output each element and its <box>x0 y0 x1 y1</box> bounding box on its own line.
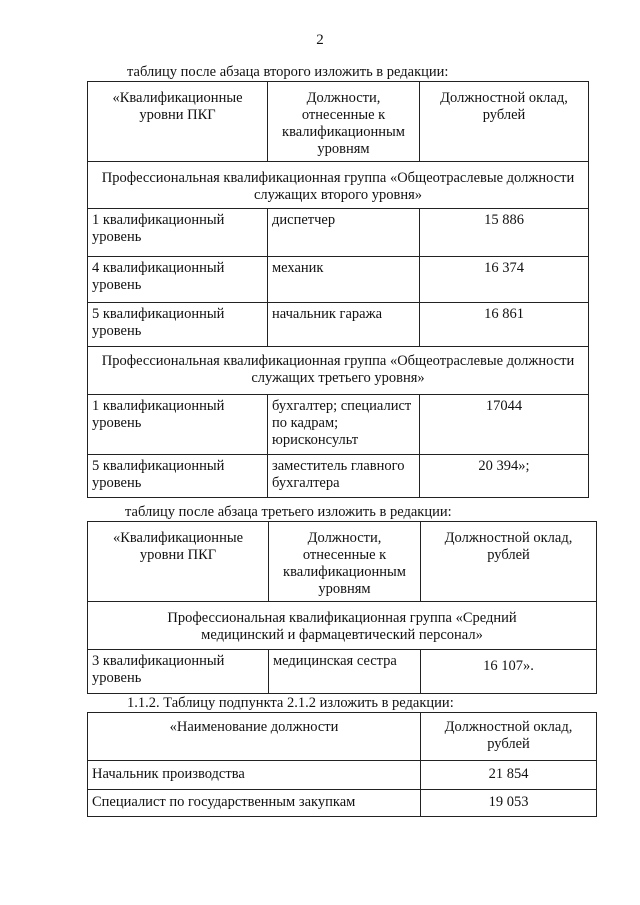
table-row <box>88 790 597 817</box>
position-cell: заместитель главного бухгалтера <box>268 455 420 498</box>
salary-table-3 <box>87 712 597 817</box>
salary-cell: 15 886 <box>420 209 589 257</box>
table-row <box>88 761 597 790</box>
header-qual-levels: «Квалификационные уровни ПКГ <box>88 82 268 162</box>
header-salary: Должностной оклад, рублей <box>421 713 597 761</box>
group-row <box>88 602 597 650</box>
position-name-cell: Специалист по государственным закупкам <box>88 790 421 817</box>
header-salary: Должностной оклад, рублей <box>421 522 597 602</box>
header-position-name: «Наименование должности <box>88 713 421 761</box>
table-row <box>88 455 589 498</box>
salary-cell: 16 861 <box>420 303 589 347</box>
group-row <box>88 347 589 395</box>
position-cell: механик <box>268 257 420 303</box>
paragraph-2: таблицу после абзаца третьего изложить в редакции: <box>125 504 452 520</box>
qual-level-cell: 5 квалификационный уровень <box>88 303 268 347</box>
salary-cell: 20 394»; <box>420 455 589 498</box>
qual-level-cell: 1 квалификационный уровень <box>88 395 268 455</box>
qual-level-cell: 3 квалификационный уровень <box>88 650 269 694</box>
header-positions: Должности, отнесенные к квалификационным уровням <box>269 522 421 602</box>
paragraph-3: 1.1.2. Таблицу подпункта 2.1.2 изложить в редакции: <box>127 695 454 711</box>
salary-table-2 <box>87 521 597 694</box>
table-row <box>88 395 589 455</box>
qual-level-cell: 5 квалификационный уровень <box>88 455 268 498</box>
table-row <box>88 650 597 694</box>
position-name-cell: Начальник производства <box>88 761 421 790</box>
salary-table-1 <box>87 81 589 498</box>
table-row <box>88 303 589 347</box>
table-row <box>88 209 589 257</box>
group-title: Профессиональная квалификационная группа «Общеотраслевые должности служащих второго уровня» <box>88 162 589 209</box>
header-salary: Должностной оклад, рублей <box>420 82 589 162</box>
salary-cell: 21 854 <box>421 761 597 790</box>
position-cell: диспетчер <box>268 209 420 257</box>
table-header-row <box>88 522 597 602</box>
table-header-row <box>88 82 589 162</box>
salary-cell: 17044 <box>420 395 589 455</box>
table-row <box>88 257 589 303</box>
group-title: Профессиональная квалификационная группа «Средний медицинский и фармацевтический персонал» <box>88 602 597 650</box>
position-cell: медицинская сестра <box>269 650 421 694</box>
header-qual-levels: «Квалификационные уровни ПКГ <box>88 522 269 602</box>
group-title: Профессиональная квалификационная группа «Общеотраслевые должности служащих третьего уровня» <box>88 347 589 395</box>
qual-level-cell: 4 квалификационный уровень <box>88 257 268 303</box>
page-number: 2 <box>316 32 324 48</box>
position-cell: бухгалтер; специалист по кадрам; юрисконсульт <box>268 395 420 455</box>
salary-cell: 16 107». <box>421 650 597 694</box>
salary-cell: 19 053 <box>421 790 597 817</box>
qual-level-cell: 1 квалификационный уровень <box>88 209 268 257</box>
salary-cell: 16 374 <box>420 257 589 303</box>
group-row <box>88 162 589 209</box>
header-positions: Должности, отнесенные к квалификационным уровням <box>268 82 420 162</box>
position-cell: начальник гаража <box>268 303 420 347</box>
paragraph-1: таблицу после абзаца второго изложить в редакции: <box>127 64 449 80</box>
table-header-row <box>88 713 597 761</box>
